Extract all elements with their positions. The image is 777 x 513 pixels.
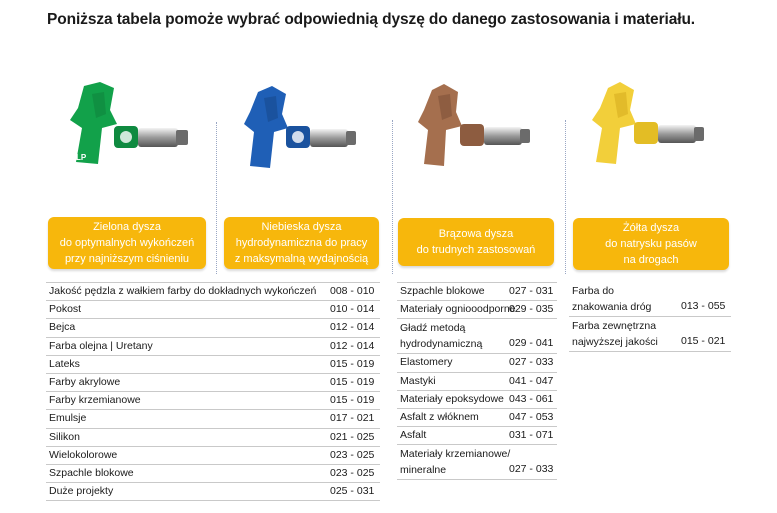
blue-nozzle-badge bbox=[224, 217, 379, 269]
yellow-application-table bbox=[569, 282, 731, 352]
badge-line: Zielona dysza bbox=[93, 221, 161, 233]
material-name bbox=[572, 318, 658, 350]
table-row bbox=[46, 319, 380, 337]
table-row bbox=[46, 429, 380, 447]
material-name: Bejca bbox=[49, 321, 76, 334]
nozzle-size: 015 - 019 bbox=[330, 357, 375, 370]
table-row bbox=[46, 301, 380, 319]
badge-line: hydrodynamiczna do pracy bbox=[235, 237, 368, 249]
material-name-line2: mineralne bbox=[400, 464, 447, 477]
material-name: Szpachle blokowe bbox=[49, 466, 134, 479]
badge-line: Niebieska dysza bbox=[261, 221, 342, 233]
material-name: Elastomery bbox=[400, 356, 453, 369]
material-name: Emulsje bbox=[49, 412, 87, 425]
table-row bbox=[397, 373, 557, 391]
nozzle-size: 015 - 021 bbox=[681, 335, 726, 347]
material-name: Szpachle blokowe bbox=[400, 285, 485, 297]
nozzle-size: 023 - 025 bbox=[330, 448, 375, 461]
material-name-line1: Farba do bbox=[572, 285, 615, 297]
nozzle-size: 017 - 021 bbox=[330, 412, 375, 425]
nozzle-size: 008 - 010 bbox=[330, 285, 375, 297]
green-nozzle-image bbox=[62, 80, 192, 170]
material-name: Mastyki bbox=[400, 374, 436, 387]
table-row bbox=[397, 354, 557, 372]
green-nozzle-badge bbox=[48, 217, 206, 269]
table-row bbox=[397, 283, 557, 301]
table-row bbox=[46, 338, 380, 356]
nozzle-size: 027 - 031 bbox=[509, 285, 554, 297]
material-name: Asfalt z włóknem bbox=[400, 410, 479, 423]
page-title: Poniższa tabela pomoże wybrać odpowiednią dyszę do danego zastosowania i materiału. bbox=[47, 11, 696, 28]
table-row bbox=[46, 447, 380, 465]
badge-line: do natrysku pasów bbox=[605, 238, 697, 250]
nozzle-size: 029 - 035 bbox=[509, 303, 554, 316]
material-name: Farby krzemianowe bbox=[49, 394, 141, 407]
table-row bbox=[46, 283, 380, 301]
material-name bbox=[572, 283, 651, 315]
brown-application-table bbox=[397, 282, 557, 480]
nozzle-size: 012 - 014 bbox=[330, 339, 375, 352]
table-row bbox=[397, 409, 557, 427]
green-blue-application-table bbox=[46, 282, 380, 501]
nozzle-size: 025 - 031 bbox=[330, 485, 375, 498]
table-row bbox=[46, 374, 380, 392]
nozzle-size: 041 - 047 bbox=[509, 374, 554, 387]
table-row bbox=[569, 282, 731, 317]
badge-line: przy najniższym ciśnieniu bbox=[64, 253, 190, 265]
material-name-line1: Materiały krzemianowe/ bbox=[400, 448, 511, 461]
blue-nozzle-image bbox=[236, 84, 366, 174]
material-name: Pokost bbox=[49, 303, 82, 316]
nozzle-size: 015 - 019 bbox=[330, 394, 375, 407]
material-name: Jakość pędzla z wałkiem farby do dokładnych wykończeń bbox=[49, 285, 317, 297]
badge-line: z maksymalną wydajnością bbox=[234, 253, 369, 265]
separator-2 bbox=[392, 120, 393, 274]
separator-1 bbox=[216, 122, 217, 274]
nozzle-size: 047 - 053 bbox=[509, 410, 554, 423]
table-row bbox=[397, 319, 557, 354]
table-row bbox=[46, 410, 380, 428]
table-row bbox=[46, 465, 380, 483]
table-row bbox=[397, 445, 557, 480]
material-name-line2: najwyższej jakości bbox=[572, 336, 658, 348]
material-name: Duże projekty bbox=[49, 485, 114, 498]
separator-3 bbox=[565, 120, 566, 274]
material-name: Asfalt bbox=[400, 429, 427, 442]
brown-nozzle-image bbox=[410, 82, 540, 172]
badge-line: do trudnych zastosowań bbox=[416, 244, 536, 256]
material-name: Silikon bbox=[49, 430, 80, 443]
material-name-line2: znakowania dróg bbox=[572, 301, 652, 313]
nozzle-size: 021 - 025 bbox=[330, 430, 375, 443]
badge-line: na drogach bbox=[623, 254, 679, 266]
table-row bbox=[397, 391, 557, 409]
material-name-line2: hydrodynamiczną bbox=[400, 338, 483, 351]
nozzle-size: 027 - 033 bbox=[509, 356, 554, 369]
nozzle-size: 015 - 019 bbox=[330, 375, 375, 388]
yellow-nozzle-image bbox=[584, 80, 714, 170]
table-row bbox=[46, 392, 380, 410]
badge-line: Brązowa dysza bbox=[438, 228, 514, 240]
material-name: Lateks bbox=[49, 357, 80, 370]
nozzle-size: 031 - 071 bbox=[509, 429, 554, 442]
nozzle-size: 012 - 014 bbox=[330, 321, 375, 334]
nozzle-size: 029 - 041 bbox=[509, 337, 554, 350]
table-row bbox=[397, 301, 557, 319]
badge-line: Żółta dysza bbox=[622, 222, 680, 234]
brown-nozzle-badge bbox=[398, 218, 554, 266]
material-name: Wielokolorowe bbox=[49, 448, 118, 461]
nozzle-size: 027 - 033 bbox=[509, 463, 554, 476]
badge-line: do optymalnych wykończeń bbox=[59, 237, 195, 249]
table-row bbox=[46, 483, 380, 501]
material-name: Farba olejna | Uretany bbox=[49, 339, 153, 352]
nozzle-size: 013 - 055 bbox=[681, 300, 726, 312]
table-row bbox=[569, 317, 731, 352]
nozzle-size: 023 - 025 bbox=[330, 466, 375, 479]
nozzle-size: 010 - 014 bbox=[330, 303, 375, 316]
material-name bbox=[400, 320, 482, 352]
nozzle-size: 043 - 061 bbox=[509, 392, 554, 405]
material-name: Materiały ogniooodporne bbox=[400, 303, 516, 316]
material-name: Farby akrylowe bbox=[49, 375, 121, 388]
material-name-line1: Gładź metodą bbox=[400, 322, 466, 335]
material-name: Materiały epoksydowe bbox=[400, 392, 504, 405]
yellow-nozzle-badge bbox=[573, 218, 729, 270]
lp-label: LP bbox=[76, 153, 87, 162]
material-name-line1: Farba zewnętrzna bbox=[572, 320, 657, 332]
table-row bbox=[397, 427, 557, 445]
table-row bbox=[46, 356, 380, 374]
material-name bbox=[400, 446, 510, 478]
